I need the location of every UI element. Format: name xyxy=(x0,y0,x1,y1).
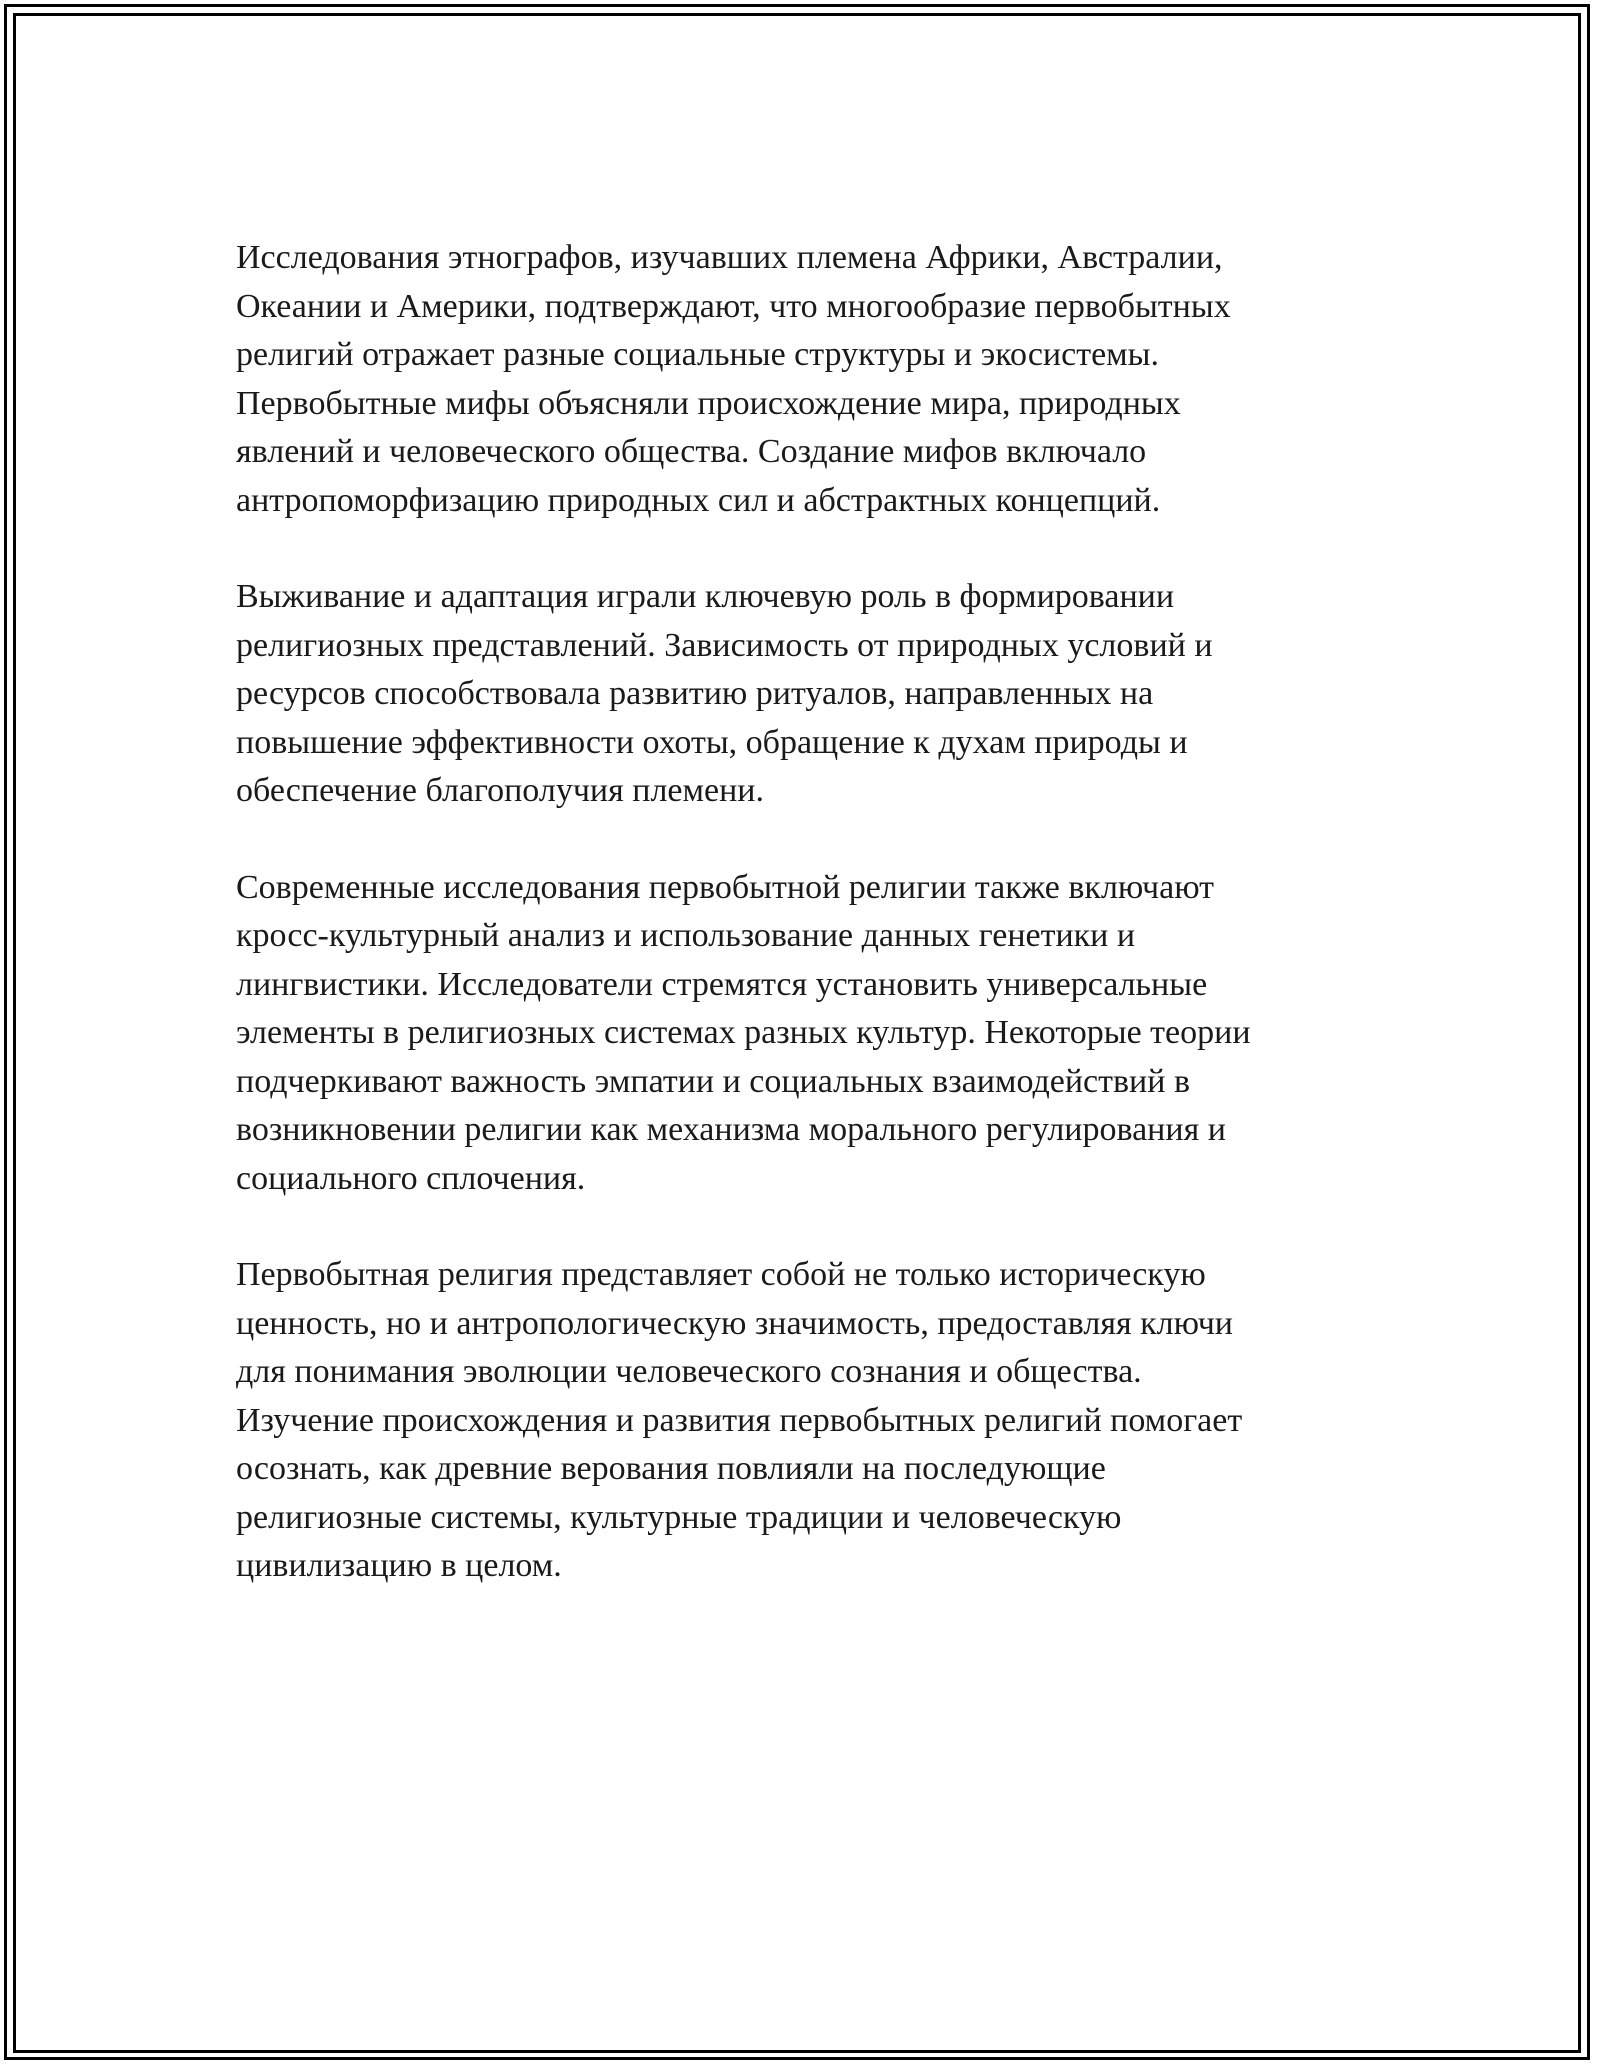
paragraph-modern-research: Современные исследования первобытной религии также включают кросс-культурный анализ и использование данных генетики и лингвистики. Исследователи стремятся установить универсальные элементы в религиозных системах разных культур. Некоторые теории подчеркивают важность эмпатии и социальных взаимодействий в возникновении религии как механизма морального регулирования и социального сплочения. xyxy=(236,868,1251,1197)
paragraph-significance: Первобытная религия представляет собой не только историческую ценность, но и антропологическую значимость, предоставляя ключи для понимания эволюции человеческого сознания и общества. Изучение происхождения и развития первобытных религий помогает осознать, как древние верования повлияли на последующие религиозные системы, культурные традиции и человеческую цивилизацию в целом. xyxy=(236,1256,1243,1584)
document-body xyxy=(236,234,1376,1639)
paragraph-ethnography: Исследования этнографов, изучавших племена Африки, Австралии, Океании и Америки, подтверждают, что многообразие первобытных религий отражает разные социальные структуры и экосистемы. Первобытные мифы объясняли происхождение мира, природных явлений и человеческого общества. Создание мифов включало антропоморфизацию природных сил и абстрактных концепций. xyxy=(236,239,1231,519)
paragraph-survival-adaptation: Выживание и адаптация играли ключевую роль в формировании религиозных представлений. Зависимость от природных условий и ресурсов способствовала развитию ритуалов, направленных на повышение эффективности охоты, обращение к духам природы и обеспечение благополучия племени. xyxy=(236,578,1213,809)
